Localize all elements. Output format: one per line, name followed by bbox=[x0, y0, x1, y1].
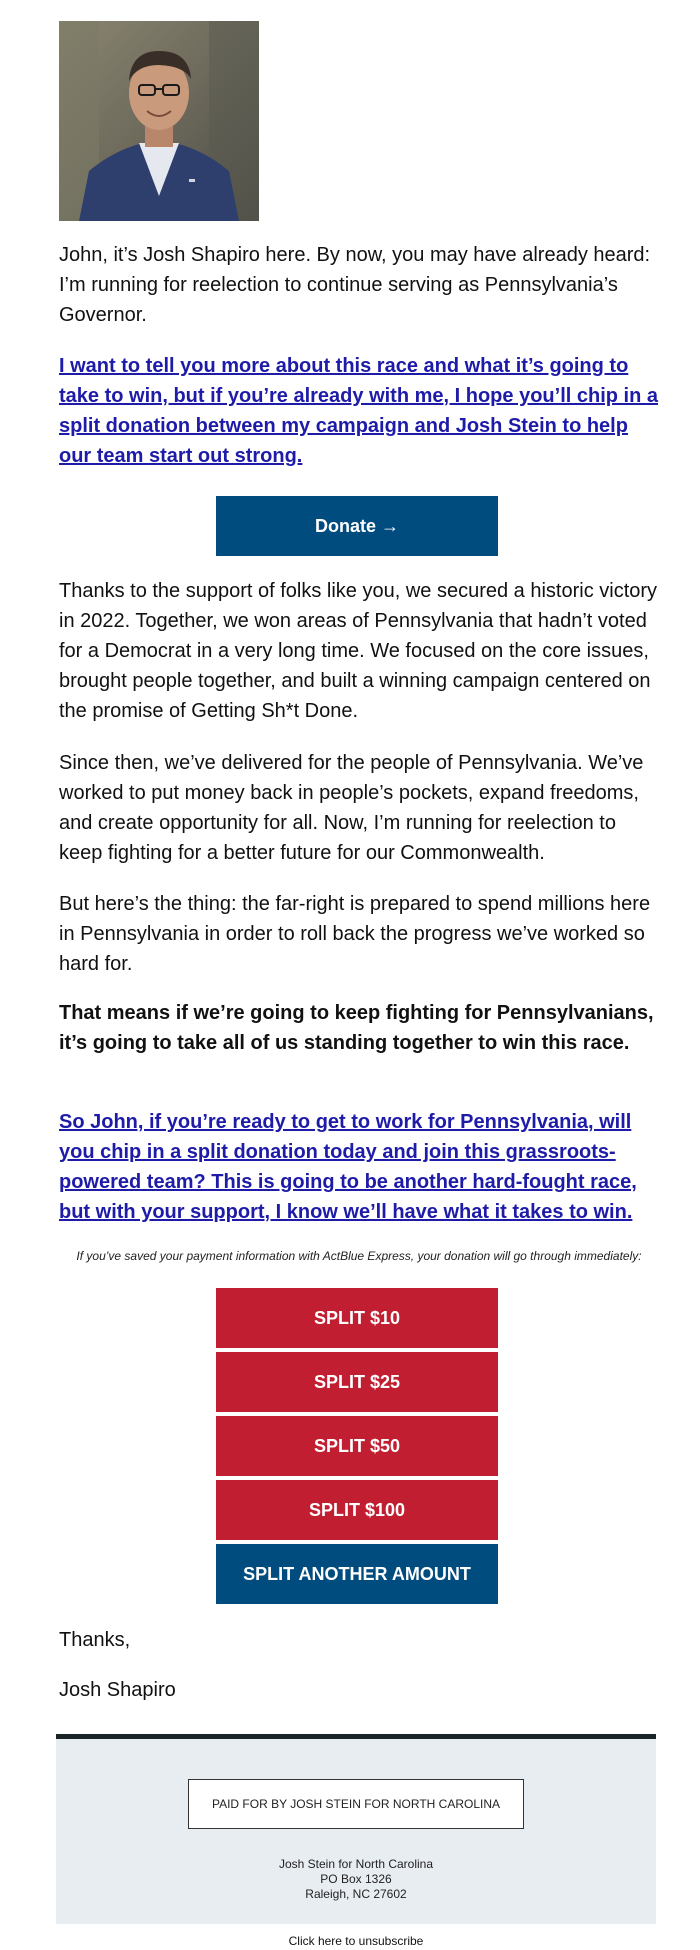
bold-paragraph: That means if we’re going to keep fighting for Pennsylvanians, it’s going to take all of us standing together to win this race. bbox=[59, 1002, 654, 1054]
footer-address-line-2: PO Box 1326 bbox=[320, 1872, 392, 1886]
portrait-photo bbox=[59, 21, 259, 221]
split-100-button[interactable]: SPLIT $100 bbox=[216, 1480, 498, 1540]
split-25-button[interactable]: SPLIT $25 bbox=[216, 1352, 498, 1412]
paragraph-far-right: But here’s the thing: the far-right is prepared to spend millions here in Pennsylvania in order to roll back the progress we’ve worked so hard for. bbox=[59, 893, 651, 975]
actblue-note: If you’ve saved your payment information with ActBlue Express, your donation will go through immediately: bbox=[76, 1249, 642, 1263]
split-50-button[interactable]: SPLIT $50 bbox=[216, 1416, 498, 1476]
donate-button[interactable]: Donate → bbox=[216, 496, 498, 556]
split-10-button[interactable]: SPLIT $10 bbox=[216, 1288, 498, 1348]
paid-for-disclaimer: PAID FOR BY JOSH STEIN FOR NORTH CAROLINA bbox=[188, 1779, 524, 1829]
cta-link-race[interactable]: I want to tell you more about this race and what it’s going to take to win, but if you’re already with me, I hope you’ll chip in a split donation between my campaign and Josh Stein to help our team start out strong. bbox=[59, 355, 658, 467]
footer-address-line-3: Raleigh, NC 27602 bbox=[305, 1887, 407, 1901]
footer-address-line-1: Josh Stein for North Carolina bbox=[278, 1857, 434, 1871]
footer bbox=[56, 1734, 656, 1924]
intro-paragraph: John, it’s Josh Shapiro here. By now, you may have already heard: I’m running for reelection to continue serving as Pennsylvania’s Governor. bbox=[59, 244, 651, 326]
cta-link-grassroots[interactable]: So John, if you’re ready to get to work for Pennsylvania, will you chip in a split donation today and join this grassroots-powered team? This is going to be another hard-fought race, but with your support, I know we’ll have what it takes to win. bbox=[59, 1111, 637, 1223]
signoff-thanks: Thanks, bbox=[59, 1629, 131, 1651]
paragraph-delivered: Since then, we’ve delivered for the people of Pennsylvania. We’ve worked to put money back in people’s pockets, expand freedoms, and create opportunity for all. Now, I’m running for reelection to keep fighting for a better future for our Commonwealth. bbox=[59, 752, 644, 864]
signoff-name: Josh Shapiro bbox=[59, 1679, 176, 1701]
paragraph-history: Thanks to the support of folks like you, we secured a historic victory in 2022. Together, we won areas of Pennsylvania that hadn’t voted for a Democrat in a very long time. We focused on the core issues, brought people together, and built a winning campaign centered on the promise of Getting Sh*t Done. bbox=[59, 580, 658, 722]
unsubscribe-link[interactable]: Click here to unsubscribe bbox=[288, 1934, 424, 1948]
split-another-amount-button[interactable]: SPLIT ANOTHER AMOUNT bbox=[216, 1544, 498, 1604]
